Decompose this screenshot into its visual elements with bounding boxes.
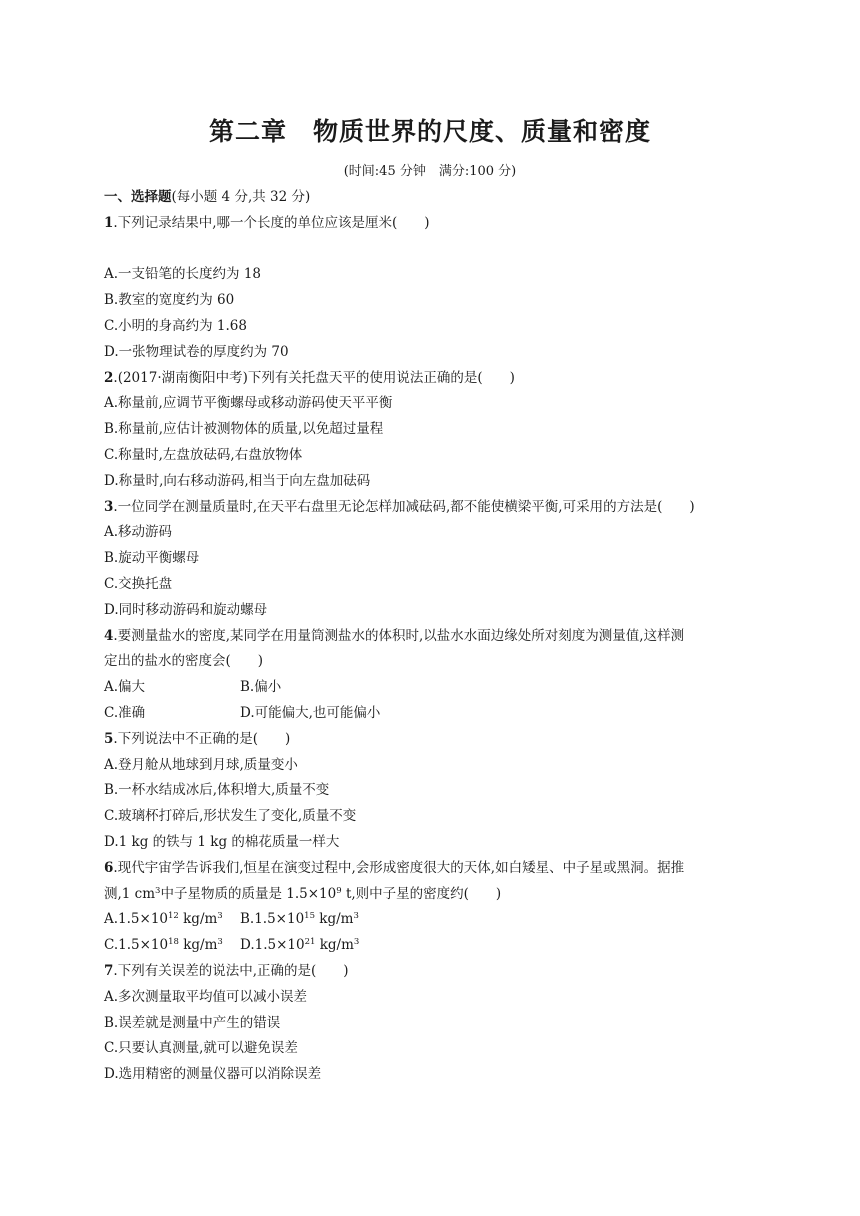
question-4-stem xyxy=(104,624,784,650)
question-5-option-d: D.1 kg 的铁与 1 kg 的棉花质量一样大 xyxy=(104,833,340,850)
superscript: 3 xyxy=(353,911,359,922)
question-4-option-b: B.偏小 xyxy=(240,679,282,696)
question-1-stem xyxy=(104,211,784,237)
section-title: 一、选择题 xyxy=(104,189,172,205)
question-7-option-c: C.只要认真测量,就可以避免误差 xyxy=(104,1040,298,1057)
question-7-option-a: A.多次测量取平均值可以减小误差 xyxy=(104,988,308,1005)
page-subtitle: (时间:45 分钟 满分:100 分) xyxy=(343,164,517,179)
question-4-option-d: D.可能偏大,也可能偏小 xyxy=(240,704,381,721)
question-5-option-b: B.一杯水结成冰后,体积增大,质量不变 xyxy=(104,782,330,799)
question-4-option-c: C.准确 xyxy=(104,704,146,721)
superscript: 3 xyxy=(217,937,223,948)
question-2-stem xyxy=(104,366,784,392)
superscript: 3 xyxy=(155,885,161,896)
superscript: 18 xyxy=(168,937,179,948)
question-6-option-b xyxy=(240,907,359,933)
question-5-option-c: C.玻璃杯打碎后,形状发生了变化,质量不变 xyxy=(104,808,357,825)
option-unit: kg/m xyxy=(178,937,218,954)
question-4-stem-cont: 定出的盐水的密度会( ) xyxy=(104,653,264,670)
question-number: 4 xyxy=(104,627,114,644)
question-4-options-ab xyxy=(104,675,784,701)
option-text: D.1.5×10 xyxy=(240,937,305,954)
question-5-stem xyxy=(104,727,784,753)
superscript: 3 xyxy=(217,911,223,922)
superscript: 9 xyxy=(336,885,342,896)
question-number: 3 xyxy=(104,498,114,515)
question-text: .一位同学在测量质量时,在天平右盘里无论怎样加减砝码,都不能使横梁平衡,可采用的方法是( ) xyxy=(113,498,695,515)
question-text: .下列说法中不正确的是( ) xyxy=(113,730,291,747)
question-text: .下列有关误差的说法中,正确的是( ) xyxy=(113,962,349,979)
question-number: 2 xyxy=(104,369,114,386)
question-number: 6 xyxy=(104,859,114,876)
question-2-option-b: B.称量前,应估计被测物体的质量,以免超过量程 xyxy=(104,421,384,438)
question-text: .(2017·湖南衡阳中考)下列有关托盘天平的使用说法正确的是( ) xyxy=(113,369,515,386)
question-1-option-d: D.一张物理试卷的厚度约为 70 xyxy=(104,343,289,360)
question-number: 1 xyxy=(104,214,114,231)
question-2-option-a: A.称量前,应调节平衡螺母或移动游码使天平平衡 xyxy=(104,395,393,412)
question-text: .要测量盐水的密度,某同学在用量筒测盐水的体积时,以盐水水面边缘处所对刻度为测量值,这样测 xyxy=(113,627,685,644)
option-text: C.1.5×10 xyxy=(104,937,169,954)
question-3-option-b: B.旋动平衡螺母 xyxy=(104,550,200,567)
question-6-stem xyxy=(104,856,784,882)
question-3-option-a: A.移动游码 xyxy=(104,524,173,541)
question-text: .下列记录结果中,哪一个长度的单位应该是厘米( ) xyxy=(113,214,430,231)
option-unit: kg/m xyxy=(315,911,354,928)
section-note: (每小题 4 分,共 32 分) xyxy=(171,189,311,205)
question-number: 7 xyxy=(104,962,114,979)
question-3-option-c: C.交换托盘 xyxy=(104,575,173,592)
question-3-stem xyxy=(104,495,784,521)
question-4-options-cd xyxy=(104,701,784,727)
text-segment: 中子星物质的质量是 1.5×10 xyxy=(160,885,337,902)
question-1-option-a: A.一支铅笔的长度约为 18 xyxy=(104,266,262,283)
question-5-option-a: A.登月舱从地球到月球,质量变小 xyxy=(104,756,298,773)
section-heading xyxy=(104,185,784,211)
question-text: .现代宇宙学告诉我们,恒星在演变过程中,会形成密度很大的天体,如白矮星、中子星或黑洞。据推 xyxy=(113,859,685,876)
question-6-option-c xyxy=(104,937,223,953)
question-7-stem xyxy=(104,959,784,985)
question-6-option-a xyxy=(104,911,223,927)
question-number: 5 xyxy=(104,730,114,747)
question-1-option-c: C.小明的身高约为 1.68 xyxy=(104,317,247,334)
option-unit: kg/m xyxy=(315,937,354,954)
question-2-option-c: C.称量时,左盘放砝码,右盘放物体 xyxy=(104,446,303,463)
question-6-options-cd xyxy=(104,933,784,959)
text-segment: t,则中子星的密度约( ) xyxy=(341,885,502,902)
question-6-option-d xyxy=(240,933,359,959)
superscript: 15 xyxy=(304,911,315,922)
page-title: 第二章 物质世界的尺度、质量和密度 xyxy=(208,117,651,146)
question-list xyxy=(104,185,784,1088)
superscript: 12 xyxy=(168,911,179,922)
spacer xyxy=(104,237,784,263)
option-unit: kg/m xyxy=(178,911,218,928)
option-text: A.1.5×10 xyxy=(104,911,168,928)
question-7-option-d: D.选用精密的测量仪器可以消除误差 xyxy=(104,1066,322,1083)
text-segment: 测,1 cm xyxy=(104,885,156,902)
option-text: B.1.5×10 xyxy=(240,911,305,928)
question-2-option-d: D.称量时,向右移动游码,相当于向左盘加砝码 xyxy=(104,472,371,489)
superscript: 21 xyxy=(304,937,316,948)
question-1-option-b: B.教室的宽度约为 60 xyxy=(104,292,235,309)
question-6-options-ab xyxy=(104,907,784,933)
question-3-option-d: D.同时移动游码和旋动螺母 xyxy=(104,601,268,618)
superscript: 3 xyxy=(353,937,360,948)
question-4-option-a: A.偏大 xyxy=(104,679,146,696)
question-7-option-b: B.误差就是测量中产生的错误 xyxy=(104,1014,281,1031)
question-6-stem-cont xyxy=(104,882,784,908)
